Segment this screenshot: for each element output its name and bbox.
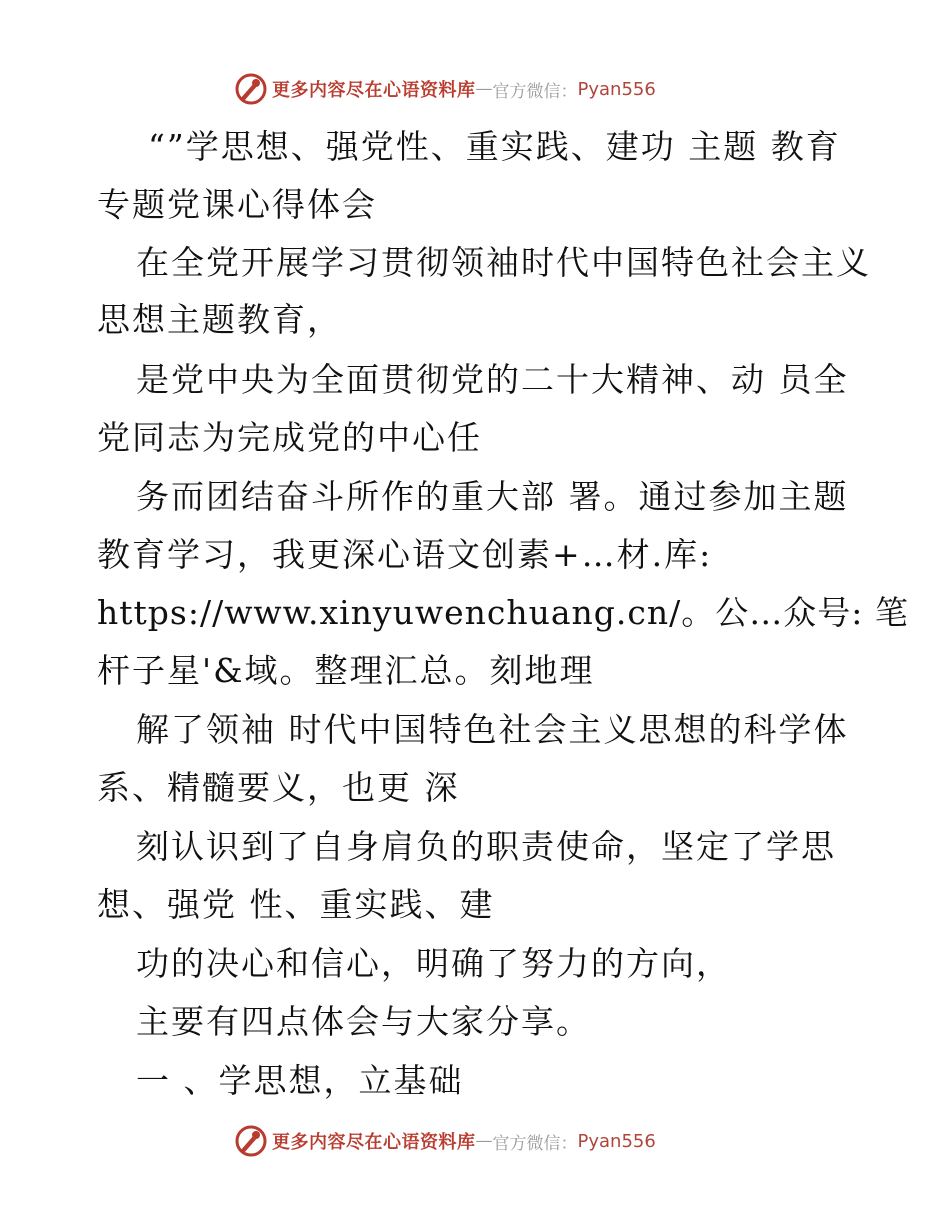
watermark-account-id: Pyan556 <box>577 1130 656 1152</box>
paragraph-line: 教育学习，我更深心语文创素+…材.库: <box>97 535 713 574</box>
paragraph-line: 刻认识到了自身肩负的职责使命，坚定了学思 <box>136 827 836 866</box>
title-line-1: “”学思想、强党性、重实践、建功 主题 教育 <box>148 127 841 166</box>
pen-logo-icon <box>234 1124 268 1158</box>
paragraph-line: 在全党开展学习贯彻领袖时代中国特色社会主义 <box>136 243 871 282</box>
paragraph-line: 系、精髓要义，也更 深 <box>97 768 460 807</box>
watermark-official-label: 官方微信： <box>492 81 578 102</box>
section-heading: 一 、学思想，立基础 <box>136 1061 464 1100</box>
watermark-official-label: 官方微信： <box>492 1133 578 1154</box>
title-line-2: 专题党课心得体会 <box>97 185 377 224</box>
paragraph-line: 思想主题教育， <box>97 300 342 339</box>
footer-watermark <box>234 1124 656 1158</box>
paragraph-line: 党同志为完成党的中心任 <box>97 418 482 457</box>
watermark-main-text: 更多内容尽在心语资料库 <box>272 80 476 101</box>
paragraph-line: 解了领袖 时代中国特色社会主义思想的科学体 <box>136 710 849 749</box>
watermark-account-id: Pyan556 <box>577 78 656 100</box>
watermark-dash: — <box>475 79 493 99</box>
paragraph-line: 想、强党 性、重实践、建 <box>97 885 495 924</box>
paragraph-line: 务而团结奋斗所作的重大部 署。通过参加主题 <box>136 477 849 516</box>
paragraph-line-url: https://www.xinyuwenchuang.cn/。公…众号: 笔 <box>97 593 909 632</box>
paragraph-line: 是党中央为全面贯彻党的二十大精神、动 员全 <box>136 360 849 399</box>
paragraph-line: 杆子星'&域。整理汇总。刻地理 <box>97 651 595 690</box>
paragraph-line: 主要有四点体会与大家分享。 <box>136 1002 591 1041</box>
paragraph-line: 功的决心和信心，明确了努力的方向， <box>136 944 731 983</box>
watermark-dash: — <box>475 1131 493 1151</box>
watermark-main-text: 更多内容尽在心语资料库 <box>272 1132 476 1153</box>
